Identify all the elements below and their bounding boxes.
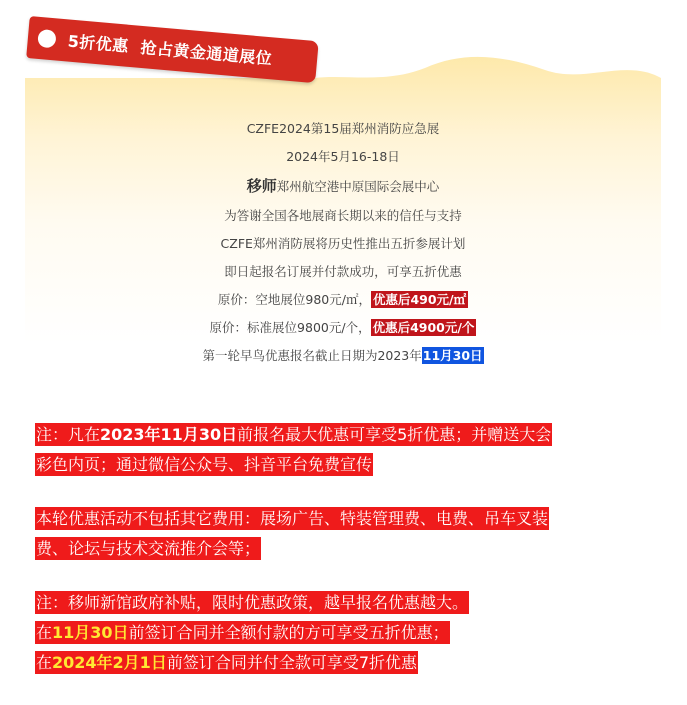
note-3-l2-rest: 前签订合同并全额付款的方可享受五折优惠； <box>128 623 449 642</box>
ribbon-text <box>67 29 273 70</box>
note-3-text-1: 注：移师新馆政府补贴，限时优惠政策，越早报名优惠越大。 <box>36 593 469 612</box>
note-2-line-2 <box>35 535 261 563</box>
venue-bold: 移师 <box>246 177 277 195</box>
note-1-rest: 前报名最大优惠可享受5折优惠；并赠送大会 <box>237 425 552 444</box>
deadline-line <box>25 346 661 364</box>
note-3-line-3 <box>35 649 418 677</box>
expo-venue <box>25 175 661 196</box>
ribbon-hole <box>37 29 57 49</box>
note-3-l2-prefix: 在 <box>36 623 53 642</box>
note-2-text-1: 本轮优惠活动不包括其它费用：展场广告、特装管理费、电费、吊车叉装 <box>36 509 549 528</box>
info-line-offer: 即日起报名订展并付款成功，可享五折优惠 <box>224 264 462 279</box>
price-floor-offer: 优惠后490元/㎡ <box>372 292 467 307</box>
venue-name: 郑州航空港中原国际会展中心 <box>276 179 440 194</box>
note-1-line-2 <box>35 451 373 479</box>
ribbon-headline: 抢占黄金通道展位 <box>139 37 274 69</box>
note-2-line-1 <box>35 505 549 533</box>
note-3-l3-date: 2024年2月1日 <box>52 653 167 672</box>
price-line-floor <box>25 290 661 308</box>
deadline-date: 11月30日 <box>422 348 483 363</box>
note-2-text-2: 费、论坛与技术交流推介会等； <box>36 539 261 558</box>
expo-date: 2024年5月16-18日 <box>286 149 400 164</box>
price-booth-original: 原价：标准展位9800元/个， <box>209 320 371 335</box>
note-3-line-2 <box>35 619 450 647</box>
note-1-date: 2023年11月30日 <box>100 425 238 444</box>
ribbon-tag: 5折优惠 <box>66 31 130 56</box>
note-3-l3-rest: 前签订合同并付全款可享受7折优惠 <box>166 653 418 672</box>
price-line-booth <box>25 318 661 336</box>
note-1-continuation: 彩色内页；通过微信公众号、抖音平台免费宣传 <box>36 455 373 474</box>
info-line-thanks: 为答谢全国各地展商长期以来的信任与支持 <box>224 208 462 223</box>
deadline-prefix: 第一轮早鸟优惠报名截止日期为2023年 <box>202 348 422 363</box>
info-line-plan: CZFE郑州消防展将历史性推出五折参展计划 <box>220 236 466 251</box>
note-1-line-1 <box>35 421 552 449</box>
note-3-l3-prefix: 在 <box>36 653 53 672</box>
price-floor-original: 原价：空地展位980元/㎡， <box>217 292 371 307</box>
price-booth-offer: 优惠后4900元/个 <box>372 320 475 335</box>
note-3-line-1 <box>35 589 469 617</box>
note-1-prefix: 注：凡在 <box>36 425 101 444</box>
expo-title: CZFE2024第15届郑州消防应急展 <box>246 121 440 136</box>
note-3-l2-date: 11月30日 <box>52 623 129 642</box>
